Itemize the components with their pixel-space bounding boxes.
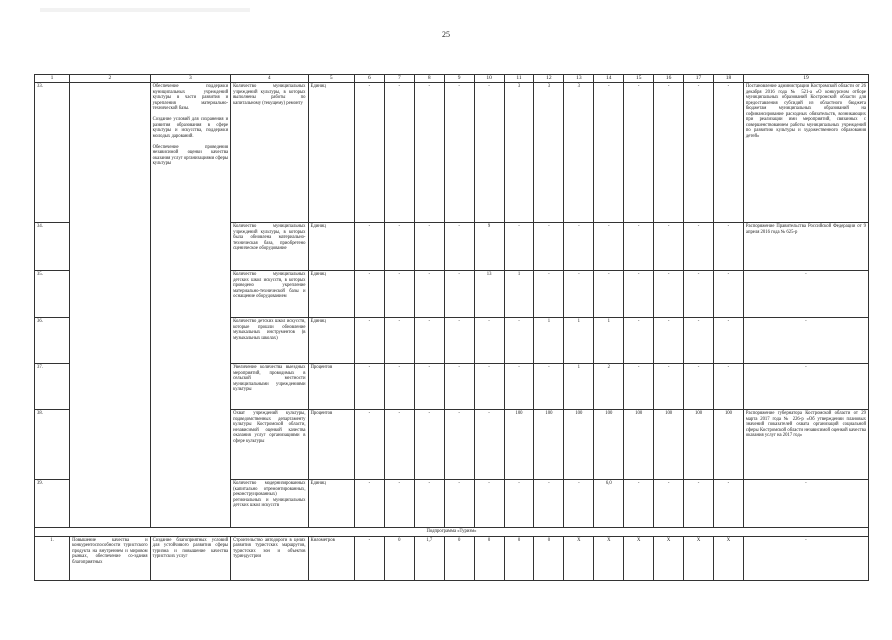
- indicator-value: 6,0: [594, 480, 624, 528]
- column-number-10: 10: [474, 75, 504, 83]
- indicator-value: -: [414, 271, 444, 318]
- unit-of-measure: Единиц: [308, 271, 354, 318]
- row-number: 35.: [35, 271, 70, 318]
- indicator-value: -: [534, 364, 564, 410]
- indicator-value: -: [444, 480, 474, 528]
- row-number: 36.: [35, 318, 70, 364]
- column-number-11: 11: [504, 75, 534, 83]
- indicator-name: Строительство автодороги в целях развития туристских маршрутов, туристских зон и объектов туриндустрии: [231, 536, 308, 580]
- indicator-name: Количество модернизированных (капитально отремонтированных, реконструированных) региональных и муниципальных детских школ искусств: [231, 480, 308, 528]
- indicator-value: -: [384, 480, 414, 528]
- indicator-value: 100: [564, 410, 594, 480]
- indicator-value: -: [654, 364, 684, 410]
- indicator-value: -: [414, 480, 444, 528]
- indicator-value: 0: [444, 536, 474, 580]
- row-number: 39.: [35, 480, 70, 528]
- faint-header-mark: [40, 8, 250, 12]
- column-number-18: 18: [714, 75, 744, 83]
- indicator-value: -: [624, 271, 654, 318]
- column-number-row: [35, 75, 869, 83]
- column-number-7: 7: [384, 75, 414, 83]
- indicator-value: -: [444, 364, 474, 410]
- indicator-value: -: [444, 318, 474, 364]
- unit-of-measure: Километров: [308, 536, 354, 580]
- row-number: 37.: [35, 364, 70, 410]
- indicator-value: 0: [474, 536, 504, 580]
- indicators-table: [34, 74, 869, 581]
- unit-of-measure: Единиц: [308, 480, 354, 528]
- indicator-value: -: [534, 480, 564, 528]
- column-number-1: 1: [35, 75, 70, 83]
- column-number-13: 13: [564, 75, 594, 83]
- indicator-value: -: [624, 83, 654, 223]
- indicator-value: -: [684, 223, 714, 271]
- source-document: -: [743, 480, 868, 528]
- indicator-value: -: [474, 480, 504, 528]
- indicator-value: -: [444, 223, 474, 271]
- indicator-value: -: [354, 480, 384, 528]
- unit-of-measure: Процентов: [308, 410, 354, 480]
- indicator-value: Х: [564, 536, 594, 580]
- column-number-17: 17: [684, 75, 714, 83]
- indicator-value: 2: [594, 364, 624, 410]
- indicator-value: -: [714, 318, 744, 364]
- indicator-value: -: [624, 364, 654, 410]
- indicator-value: -: [504, 480, 534, 528]
- indicator-value: -: [504, 318, 534, 364]
- indicator-value: -: [654, 271, 684, 318]
- indicator-value: -: [684, 480, 714, 528]
- column-number-16: 16: [654, 75, 684, 83]
- source-document: Постановление администрации Костромской области от 26 декабря 2016 года № 521-а «О конкурсном отборе муниципальных образований Костромской области для предоставления субсидий из областного бюджета бюджетам муниципальных образований на софинансирование расходных обязательств, возникающих при реализации ими мероприятий, связанных с совершенствованием работы муниципальных учреждений по развитию культуры и художественного образования детей»: [743, 83, 868, 223]
- unit-of-measure: Единиц: [308, 223, 354, 271]
- column-number-12: 12: [534, 75, 564, 83]
- indicator-value: -: [684, 83, 714, 223]
- table-row: [35, 536, 869, 580]
- page-number: 25: [442, 30, 450, 39]
- indicator-value: -: [414, 318, 444, 364]
- source-document: -: [743, 271, 868, 318]
- indicator-value: -: [354, 364, 384, 410]
- row-number: 34.: [35, 223, 70, 271]
- indicator-value: 3: [564, 83, 594, 223]
- indicator-value: -: [504, 223, 534, 271]
- indicator-value: -: [624, 480, 654, 528]
- indicator-value: -: [714, 83, 744, 223]
- indicator-value: -: [474, 410, 504, 480]
- indicator-value: 100: [534, 410, 564, 480]
- indicator-value: -: [414, 223, 444, 271]
- source-document: -: [743, 536, 868, 580]
- indicator-value: 13: [474, 271, 504, 318]
- column-number-14: 14: [594, 75, 624, 83]
- indicator-value: Х: [624, 536, 654, 580]
- indicator-value: 1,7: [414, 536, 444, 580]
- indicator-name: Количество детских школ искусств, которые прошли обновление музыкальных инструментов (в музыкальных школах): [231, 318, 308, 364]
- indicator-value: -: [714, 223, 744, 271]
- indicator-name: Количество муниципальных детских школ искусств, в которых проведено укрепление материально-технической базы и оснащение оборудованием: [231, 271, 308, 318]
- indicator-value: -: [624, 223, 654, 271]
- indicator-value: -: [654, 223, 684, 271]
- indicator-value: 0: [504, 536, 534, 580]
- column-number-9: 9: [444, 75, 474, 83]
- indicator-value: -: [354, 83, 384, 223]
- table-row: [35, 83, 869, 223]
- indicator-value: -: [714, 271, 744, 318]
- indicator-value: -: [714, 480, 744, 528]
- indicator-value: 100: [654, 410, 684, 480]
- indicator-value: -: [474, 83, 504, 223]
- indicator-value: -: [564, 480, 594, 528]
- indicator-name: Увеличение количества выездных мероприятий, проводимых в сельской местности муниципальными учреждениями культуры: [231, 364, 308, 410]
- indicator-value: 100: [714, 410, 744, 480]
- indicator-value: -: [414, 410, 444, 480]
- indicator-value: -: [384, 83, 414, 223]
- indicator-value: -: [384, 223, 414, 271]
- indicator-value: -: [384, 410, 414, 480]
- indicator-value: -: [384, 318, 414, 364]
- indicator-value: -: [354, 223, 384, 271]
- indicator-value: 1: [534, 318, 564, 364]
- indicator-value: -: [714, 364, 744, 410]
- unit-of-measure: Единиц: [308, 318, 354, 364]
- indicator-value: -: [444, 410, 474, 480]
- indicator-value: Х: [684, 536, 714, 580]
- indicator-value: 3: [504, 83, 534, 223]
- indicator-value: 100: [684, 410, 714, 480]
- indicator-value: -: [474, 364, 504, 410]
- indicator-value: 100: [594, 410, 624, 480]
- indicator-value: -: [564, 223, 594, 271]
- subprogram-title: Подпрограмма «Туризм»: [35, 528, 869, 537]
- column-number-2: 2: [70, 75, 151, 83]
- row-number: 33.: [35, 83, 70, 223]
- column-number-6: 6: [354, 75, 384, 83]
- indicator-value: -: [474, 318, 504, 364]
- unit-of-measure: Единиц: [308, 83, 354, 223]
- indicator-value: 1: [564, 364, 594, 410]
- indicator-value: -: [624, 318, 654, 364]
- source-document: Распоряжение губернатора Костромской области от 29 марта 2017 года № 226-р «Об утверждении плановых значений показателей охвата организаций социальной сферы Костромской области независимой оценкой качества оказания услуг на 2017 год»: [743, 410, 868, 480]
- indicator-value: -: [444, 271, 474, 318]
- indicator-value: -: [414, 364, 444, 410]
- column-number-15: 15: [624, 75, 654, 83]
- indicator-value: -: [564, 271, 594, 318]
- indicator-value: 1: [504, 271, 534, 318]
- indicator-value: -: [594, 223, 624, 271]
- source-document: Распоряжение Правительства Российской Федерации от 9 апреля 2016 года № 625-р: [743, 223, 868, 271]
- row-number: 1.: [35, 536, 70, 580]
- indicator-value: 0: [534, 536, 564, 580]
- indicator-value: 3: [534, 83, 564, 223]
- indicator-value: -: [594, 271, 624, 318]
- task-description: Обеспечение поддержки муниципальных учреждений культуры в части развития и укрепления материально-технической базы. Создание условий для сохранения и развития образования в сфере культуры и искусства, поддержки молодых дарований. Обеспечение проведения независимой оценки качества оказания услуг организациями сферы культуры: [150, 83, 231, 528]
- indicator-value: 1: [564, 318, 594, 364]
- indicator-value: -: [534, 271, 564, 318]
- indicator-value: -: [354, 410, 384, 480]
- unit-of-measure: Процентов: [308, 364, 354, 410]
- indicator-value: 100: [624, 410, 654, 480]
- goal-cell-empty: [70, 83, 151, 528]
- column-number-3: 3: [150, 75, 231, 83]
- indicator-value: -: [654, 83, 684, 223]
- indicator-value: -: [534, 223, 564, 271]
- column-number-4: 4: [231, 75, 308, 83]
- goal-description: Повышение качества и конкурентоспособности туристского продукта на внутреннем и мировом рынках, обеспечение со-здания благоприятных: [70, 536, 151, 580]
- indicator-value: Х: [594, 536, 624, 580]
- indicator-value: -: [384, 364, 414, 410]
- indicator-value: -: [354, 536, 384, 580]
- source-document: -: [743, 364, 868, 410]
- indicator-value: 100: [504, 410, 534, 480]
- indicator-value: Х: [654, 536, 684, 580]
- indicator-value: -: [684, 364, 714, 410]
- subprogram-row: [35, 528, 869, 537]
- indicator-value: 0: [384, 536, 414, 580]
- indicator-value: -: [444, 83, 474, 223]
- indicator-value: -: [354, 271, 384, 318]
- task-description: Создание благоприятных условий для устойчивого развития сферы туризма и повышение качества туристских услуг: [150, 536, 231, 580]
- indicator-name: Количество муниципальных учреждений культуры, в которых была обновлена материально-техническая база, приобретено сценическое оборудование: [231, 223, 308, 271]
- indicator-value: -: [654, 480, 684, 528]
- indicator-value: Х: [714, 536, 744, 580]
- indicator-value: -: [594, 83, 624, 223]
- column-number-8: 8: [414, 75, 444, 83]
- indicator-value: -: [414, 83, 444, 223]
- indicator-name: Количество муниципальных учреждений культуры, в которых выполнены работы по капитальному (текущему) ремонту: [231, 83, 308, 223]
- indicator-value: -: [684, 271, 714, 318]
- indicator-name: Охват учреждений культуры, подведомственных департаменту культуры Костромской области, независимой оценкой качества оказания услуг организациями в сфере культуры: [231, 410, 308, 480]
- column-number-5: 5: [308, 75, 354, 83]
- source-document: -: [743, 318, 868, 364]
- column-number-19: 19: [743, 75, 868, 83]
- indicator-value: -: [654, 318, 684, 364]
- indicator-value: -: [384, 271, 414, 318]
- row-number: 38.: [35, 410, 70, 480]
- indicator-value: -: [504, 364, 534, 410]
- indicator-value: 1: [594, 318, 624, 364]
- indicator-value: 9: [474, 223, 504, 271]
- indicator-value: -: [354, 318, 384, 364]
- indicator-value: -: [684, 318, 714, 364]
